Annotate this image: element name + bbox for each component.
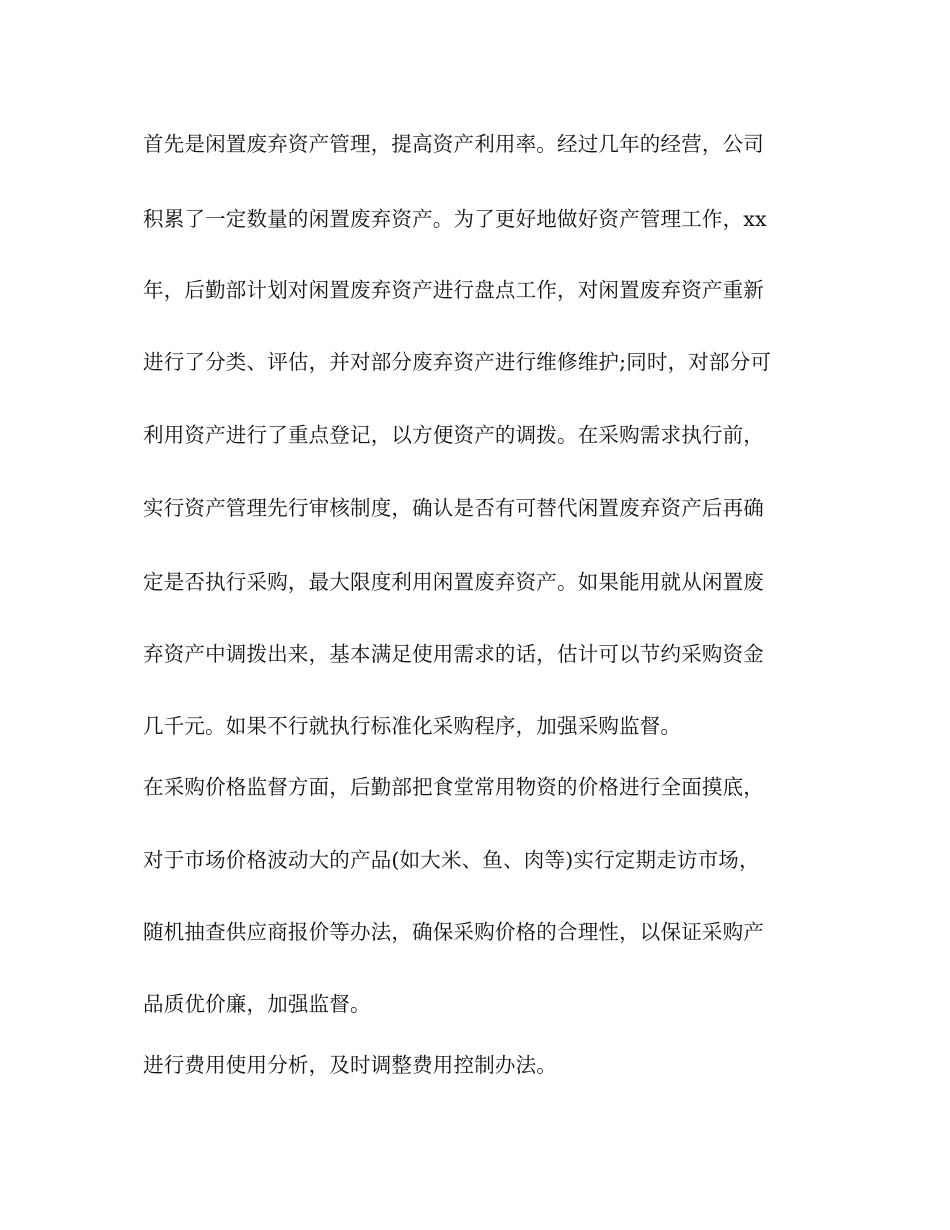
paragraph-1-line-4: 进行了分类、评估，并对部分废弃资产进行维修维护;同时，对部分可: [143, 350, 772, 374]
paragraph-1-line-2: 积累了一定数量的闲置废弃资产。为了更好地做好资产管理工作，xx: [143, 207, 767, 231]
paragraph-3-line-1: 进行费用使用分析，及时调整费用控制办法。: [143, 1053, 557, 1077]
paragraph-1-line-1: 首先是闲置废弃资产管理，提高资产利用率。经过几年的经营，公司: [143, 132, 764, 156]
paragraph-1-line-7: 定是否执行采购，最大限度利用闲置废弃资产。如果能用就从闲置废: [143, 570, 764, 594]
paragraph-1-line-3: 年，后勤部计划对闲置废弃资产进行盘点工作，对闲置废弃资产重新: [143, 278, 764, 302]
paragraph-2-line-2: 对于市场价格波动大的产品(如大米、鱼、肉等)实行定期走访市场，: [143, 848, 760, 872]
paragraph-1-line-6: 实行资产管理先行审核制度，确认是否有可替代闲置废弃资产后再确: [143, 496, 764, 520]
paragraph-1-line-8: 弃资产中调拨出来，基本满足使用需求的话，估计可以节约采购资金: [143, 642, 764, 666]
paragraph-2-line-1: 在采购价格监督方面，后勤部把食堂常用物资的价格进行全面摸底，: [143, 775, 764, 799]
paragraph-1-line-5: 利用资产进行了重点登记，以方便资产的调拨。在采购需求执行前，: [143, 423, 764, 447]
paragraph-2-line-4: 品质优价廉，加强监督。: [143, 992, 371, 1016]
paragraph-2-line-3: 随机抽查供应商报价等办法，确保采购价格的合理性，以保证采购产: [143, 920, 764, 944]
paragraph-1-line-9: 几千元。如果不行就执行标准化采购程序，加强采购监督。: [143, 714, 682, 738]
